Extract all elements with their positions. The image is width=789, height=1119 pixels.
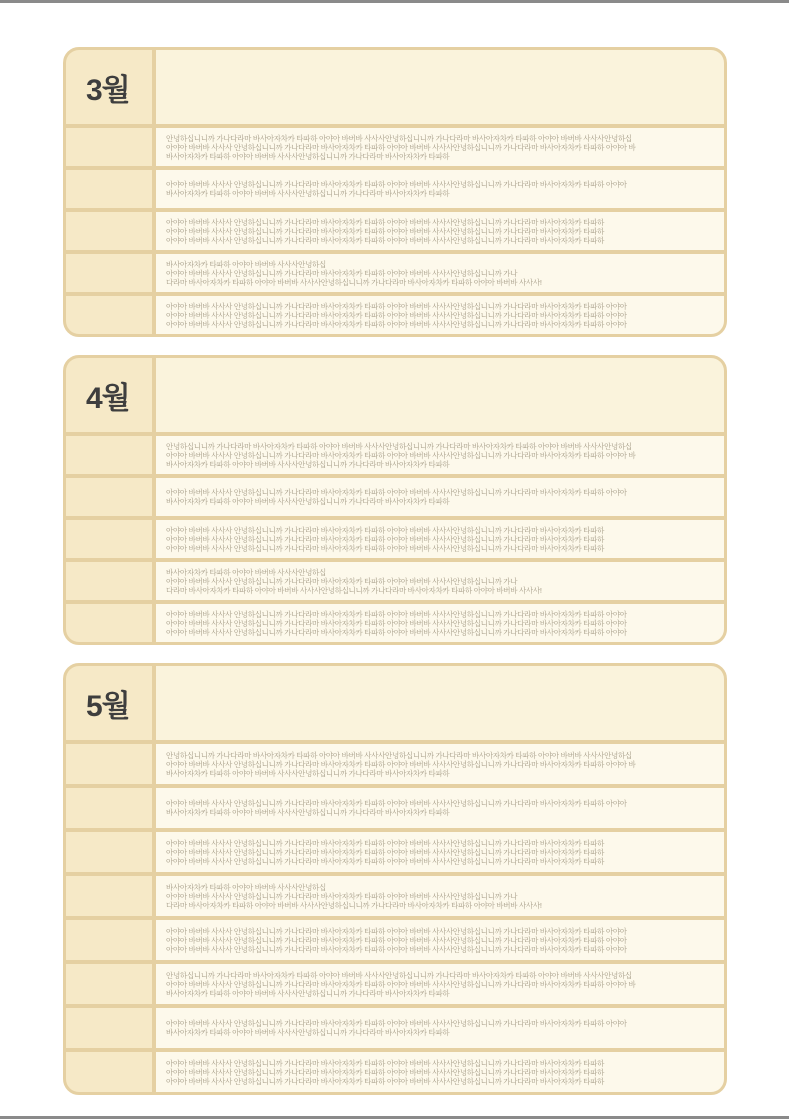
table-row [66, 128, 724, 166]
table-row [66, 788, 724, 828]
row-label-cell [66, 920, 152, 960]
row-text-line: 아야아 바버바 사사사 안녕하십니니까 가나다라마 바사아자차카 타파하 아야아 바버바 사사사안녕하십니니까 가나다라마 바사아자차카 타파하 아야아 [166, 1019, 627, 1028]
row-label-cell [66, 562, 152, 600]
row-text-line: 아야아 바버바 사사사 안녕하십니니까 가나다라마 바사아자차카 타파하 아야아 바버바 사사사안녕하십니니까 가나다라마 바사아자차카 타파하 [166, 847, 605, 857]
row-text-line: 아야아 바버바 사사사 안녕하십니니까 가나다라마 바사아자차카 타파하 아야아 바버바 사사사안녕하십니니까 가나다라마 바사아자차카 타파하 [166, 534, 605, 544]
row-text-line: 아야아 바버바 사사사 안녕하십니니까 가나다라마 바사아자차카 타파하 아야아 바버바 사사사안녕하십니니까 가나다라마 바사아자차카 타파하 [166, 525, 605, 535]
table-row [66, 920, 724, 960]
row-label-cell [66, 128, 152, 166]
row-text-line: 바사아자차카 타파하 아야아 바버바 사사사안녕하십니니까 가나다라마 바사아자차카 타파하 [166, 497, 450, 506]
row-text-line: 아야아 바버바 사사사 안녕하십니니까 가나다라마 바사아자차카 타파하 아야아 바버바 사사사안녕하십니니까 가나다라마 바사아자차카 타파하 아야아 [166, 627, 627, 637]
month-header-row [66, 666, 724, 740]
row-label-cell [66, 170, 152, 208]
row-text-line: 아야아 바버바 사사사 안녕하십니니까 가나다라마 바사아자차카 타파하 아야아 바버바 사사사안녕하십니니까 가나다라마 바사아자차카 타파하 [166, 856, 605, 866]
row-label-cell [66, 964, 152, 1004]
row-label-cell [66, 478, 152, 516]
row-text-line: 아야아 바버바 사사사 안녕하십니니까 가나다라마 바사아자차카 타파하 아야아 바버바 사사사안녕하십니니까 가나다라마 바사아자차카 타파하 [166, 217, 605, 227]
row-text-line: 아야아 바버바 사사사 안녕하십니니까 가나다라마 바사아자차카 타파하 아야아 바버바 사사사안녕하십니니까 가나다라마 바사아자차카 타파하 [166, 235, 605, 245]
table-row [66, 520, 724, 558]
row-text-line: 아야아 바버바 사사사 안녕하십니니까 가나다라마 바사아자차카 타파하 아야아 바버바 사사사안녕하십니니까 가나다라마 바사아자차카 타파하 아야아 [166, 319, 627, 329]
row-text-line: 다라마 바사아자차카 타파하 아야아 바버바 사사사안녕하십니니까 가나다라마 바사아자차카 타파하 아야아 바버바 사사사! [166, 277, 542, 287]
row-label-cell [66, 436, 152, 474]
month-card [63, 663, 727, 1095]
row-label-cell [66, 520, 152, 558]
row-text-line: 바사아자차카 타파하 아야아 바버바 사사사안녕하십니니까 가나다라마 바사아자차카 타파하 [166, 768, 450, 778]
row-text-line: 아야아 바버바 사사사 안녕하십니니까 가나다라마 바사아자차카 타파하 아야아 바버바 사사사안녕하십니니까 가나다라마 바사아자차카 타파하 아야아 [166, 799, 627, 808]
table-row [66, 478, 724, 516]
table-row [66, 562, 724, 600]
row-text-line: 아야아 바버바 사사사 안녕하십니니까 가나다라마 바사아자차카 타파하 아야아 바버바 사사사안녕하십니니까 가나다라마 바사아자차카 타파하 [166, 226, 605, 236]
viewport-top-edge [0, 0, 789, 3]
month-header-content-cell [156, 50, 724, 124]
row-label-cell [66, 788, 152, 828]
month-header-row [66, 50, 724, 124]
row-text-cell [156, 604, 724, 642]
row-text-line: 아야아 바버바 사사사 안녕하십니니까 가나다라마 바사아자차카 타파하 아야아 바버바 사사사안녕하십니니까 가나 [166, 268, 518, 278]
table-row [66, 604, 724, 642]
row-text-cell [156, 964, 724, 1004]
row-text-line: 안녕하십니니까 가나다라마 바사아자차카 타파하 아야아 바버바 사사사안녕하십니니까 가나다라마 바사아자차카 타파하 아야아 바버바 사사사안녕하십 [166, 133, 632, 143]
row-text-line: 바사아자차카 타파하 아야아 바버바 사사사안녕하십니니까 가나다라마 바사아자차카 타파하 [166, 1028, 450, 1037]
month-header-row [66, 358, 724, 432]
row-text-cell [156, 170, 724, 208]
row-text-line: 아야아 바버바 사사사 안녕하십니니까 가나다라마 바사아자차카 타파하 아야아 바버바 사사사안녕하십니니까 가나다라마 바사아자차카 타파하 [166, 1076, 605, 1086]
row-text-line: 아야아 바버바 사사사 안녕하십니니까 가나다라마 바사아자차카 타파하 아야아 바버바 사사사안녕하십니니까 가나다라마 바사아자차카 타파하 [166, 1067, 605, 1077]
row-text-cell [156, 1008, 724, 1048]
row-text-cell [156, 520, 724, 558]
row-text-line: 아야아 바버바 사사사 안녕하십니니까 가나다라마 바사아자차카 타파하 아야아 바버바 사사사안녕하십니니까 가나다라마 바사아자차카 타파하 [166, 1058, 605, 1068]
row-text-cell [156, 128, 724, 166]
row-text-line: 아야아 바버바 사사사 안녕하십니니까 가나다라마 바사아자차카 타파하 아야아 바버바 사사사안녕하십니니까 가나 [166, 576, 518, 586]
table-row [66, 436, 724, 474]
row-text-cell [156, 1052, 724, 1092]
table-row [66, 296, 724, 334]
row-text-line: 아야아 바버바 사사사 안녕하십니니까 가나다라마 바사아자차카 타파하 아야아 바버바 사사사안녕하십니니까 가나다라마 바사아자차카 타파하 아야아 [166, 301, 627, 311]
row-text-line: 바사아자차카 타파하 아야아 바버바 사사사안녕하십니니까 가나다라마 바사아자차카 타파하 [166, 189, 450, 198]
row-text-cell [156, 212, 724, 250]
row-text-line: 안녕하십니니까 가나다라마 바사아자차카 타파하 아야아 바버바 사사사안녕하십니니까 가나다라마 바사아자차카 타파하 아야아 바버바 사사사안녕하십 [166, 750, 632, 760]
table-row [66, 1008, 724, 1048]
month-header-content-cell [156, 358, 724, 432]
row-label-cell [66, 832, 152, 872]
row-label-cell [66, 1052, 152, 1092]
table-row [66, 254, 724, 292]
row-text-line: 아야아 바버바 사사사 안녕하십니니까 가나다라마 바사아자차카 타파하 아야아 바버바 사사사안녕하십니니까 가나다라마 바사아자차카 타파하 아야아 바 [166, 759, 636, 769]
row-text-line: 아야아 바버바 사사사 안녕하십니니까 가나다라마 바사아자차카 타파하 아야아 바버바 사사사안녕하십니니까 가나다라마 바사아자차카 타파하 아야아 [166, 488, 627, 497]
row-text-line: 아야아 바버바 사사사 안녕하십니니까 가나다라마 바사아자차카 타파하 아야아 바버바 사사사안녕하십니니까 가나다라마 바사아자차카 타파하 [166, 543, 605, 553]
row-text-line: 아야아 바버바 사사사 안녕하십니니까 가나다라마 바사아자차카 타파하 아야아 바버바 사사사안녕하십니니까 가나다라마 바사아자차카 타파하 아야아 바 [166, 142, 636, 152]
row-label-cell [66, 254, 152, 292]
table-row [66, 744, 724, 784]
row-text-line: 바사아자차카 타파하 아야아 바버바 사사사안녕하십니니까 가나다라마 바사아자차카 타파하 [166, 151, 450, 161]
table-row [66, 832, 724, 872]
row-text-line: 바사아자차카 타파하 아야아 바버바 사사사안녕하십 [166, 567, 326, 577]
month-label-cell [66, 358, 152, 432]
month-label: 4월 [86, 382, 130, 415]
row-text-line: 아야아 바버바 사사사 안녕하십니니까 가나다라마 바사아자차카 타파하 아야아 바버바 사사사안녕하십니니까 가나다라마 바사아자차카 타파하 아야아 [166, 609, 627, 619]
row-text-cell [156, 436, 724, 474]
table-row [66, 212, 724, 250]
row-text-cell [156, 562, 724, 600]
row-text-line: 다라마 바사아자차카 타파하 아야아 바버바 사사사안녕하십니니까 가나다라마 바사아자차카 타파하 아야아 바버바 사사사! [166, 585, 542, 595]
row-label-cell [66, 744, 152, 784]
row-text-line: 바사아자차카 타파하 아야아 바버바 사사사안녕하십니니까 가나다라마 바사아자차카 타파하 [166, 988, 450, 998]
month-label: 3월 [86, 74, 130, 107]
row-text-line: 안녕하십니니까 가나다라마 바사아자차카 타파하 아야아 바버바 사사사안녕하십니니까 가나다라마 바사아자차카 타파하 아야아 바버바 사사사안녕하십 [166, 970, 632, 980]
row-text-line: 바사아자차카 타파하 아야아 바버바 사사사안녕하십 [166, 259, 326, 269]
table-row [66, 876, 724, 916]
row-label-cell [66, 1008, 152, 1048]
row-text-line: 바사아자차카 타파하 아야아 바버바 사사사안녕하십 [166, 882, 326, 892]
month-label-cell [66, 666, 152, 740]
row-text-cell [156, 920, 724, 960]
row-text-line: 아야아 바버바 사사사 안녕하십니니까 가나다라마 바사아자차카 타파하 아야아 바버바 사사사안녕하십니니까 가나다라마 바사아자차카 타파하 아야아 [166, 310, 627, 320]
row-text-cell [156, 876, 724, 916]
row-text-line: 아야아 바버바 사사사 안녕하십니니까 가나다라마 바사아자차카 타파하 아야아 바버바 사사사안녕하십니니까 가나다라마 바사아자차카 타파하 아야아 [166, 926, 627, 936]
month-card [63, 355, 727, 645]
row-text-line: 바사아자차카 타파하 아야아 바버바 사사사안녕하십니니까 가나다라마 바사아자차카 타파하 [166, 808, 450, 817]
row-label-cell [66, 296, 152, 334]
row-text-cell [156, 478, 724, 516]
row-text-cell [156, 744, 724, 784]
row-text-line: 아야아 바버바 사사사 안녕하십니니까 가나다라마 바사아자차카 타파하 아야아 바버바 사사사안녕하십니니까 가나다라마 바사아자차카 타파하 아야아 [166, 935, 627, 945]
row-text-line: 아야아 바버바 사사사 안녕하십니니까 가나다라마 바사아자차카 타파하 아야아 바버바 사사사안녕하십니니까 가나다라마 바사아자차카 타파하 아야아 [166, 180, 627, 189]
month-label-cell [66, 50, 152, 124]
row-text-cell [156, 788, 724, 828]
row-text-line: 아야아 바버바 사사사 안녕하십니니까 가나다라마 바사아자차카 타파하 아야아 바버바 사사사안녕하십니니까 가나 [166, 891, 518, 901]
row-text-cell [156, 832, 724, 872]
table-row [66, 1052, 724, 1092]
month-card [63, 47, 727, 337]
row-text-cell [156, 254, 724, 292]
row-text-line: 아야아 바버바 사사사 안녕하십니니까 가나다라마 바사아자차카 타파하 아야아 바버바 사사사안녕하십니니까 가나다라마 바사아자차카 타파하 [166, 838, 605, 848]
row-label-cell [66, 212, 152, 250]
month-header-content-cell [156, 666, 724, 740]
row-text-cell [156, 296, 724, 334]
row-text-line: 다라마 바사아자차카 타파하 아야아 바버바 사사사안녕하십니니까 가나다라마 바사아자차카 타파하 아야아 바버바 사사사! [166, 900, 542, 910]
month-label: 5월 [86, 690, 130, 723]
row-text-line: 아야아 바버바 사사사 안녕하십니니까 가나다라마 바사아자차카 타파하 아야아 바버바 사사사안녕하십니니까 가나다라마 바사아자차카 타파하 아야아 바 [166, 450, 636, 460]
table-row [66, 170, 724, 208]
row-text-line: 아야아 바버바 사사사 안녕하십니니까 가나다라마 바사아자차카 타파하 아야아 바버바 사사사안녕하십니니까 가나다라마 바사아자차카 타파하 아야아 [166, 618, 627, 628]
row-label-cell [66, 876, 152, 916]
row-label-cell [66, 604, 152, 642]
row-text-line: 바사아자차카 타파하 아야아 바버바 사사사안녕하십니니까 가나다라마 바사아자차카 타파하 [166, 459, 450, 469]
monthly-plan-tables [63, 47, 727, 1095]
row-text-line: 아야아 바버바 사사사 안녕하십니니까 가나다라마 바사아자차카 타파하 아야아 바버바 사사사안녕하십니니까 가나다라마 바사아자차카 타파하 아야아 [166, 944, 627, 954]
row-text-line: 아야아 바버바 사사사 안녕하십니니까 가나다라마 바사아자차카 타파하 아야아 바버바 사사사안녕하십니니까 가나다라마 바사아자차카 타파하 아야아 바 [166, 979, 636, 989]
table-row [66, 964, 724, 1004]
row-text-line: 안녕하십니니까 가나다라마 바사아자차카 타파하 아야아 바버바 사사사안녕하십니니까 가나다라마 바사아자차카 타파하 아야아 바버바 사사사안녕하십 [166, 441, 632, 451]
